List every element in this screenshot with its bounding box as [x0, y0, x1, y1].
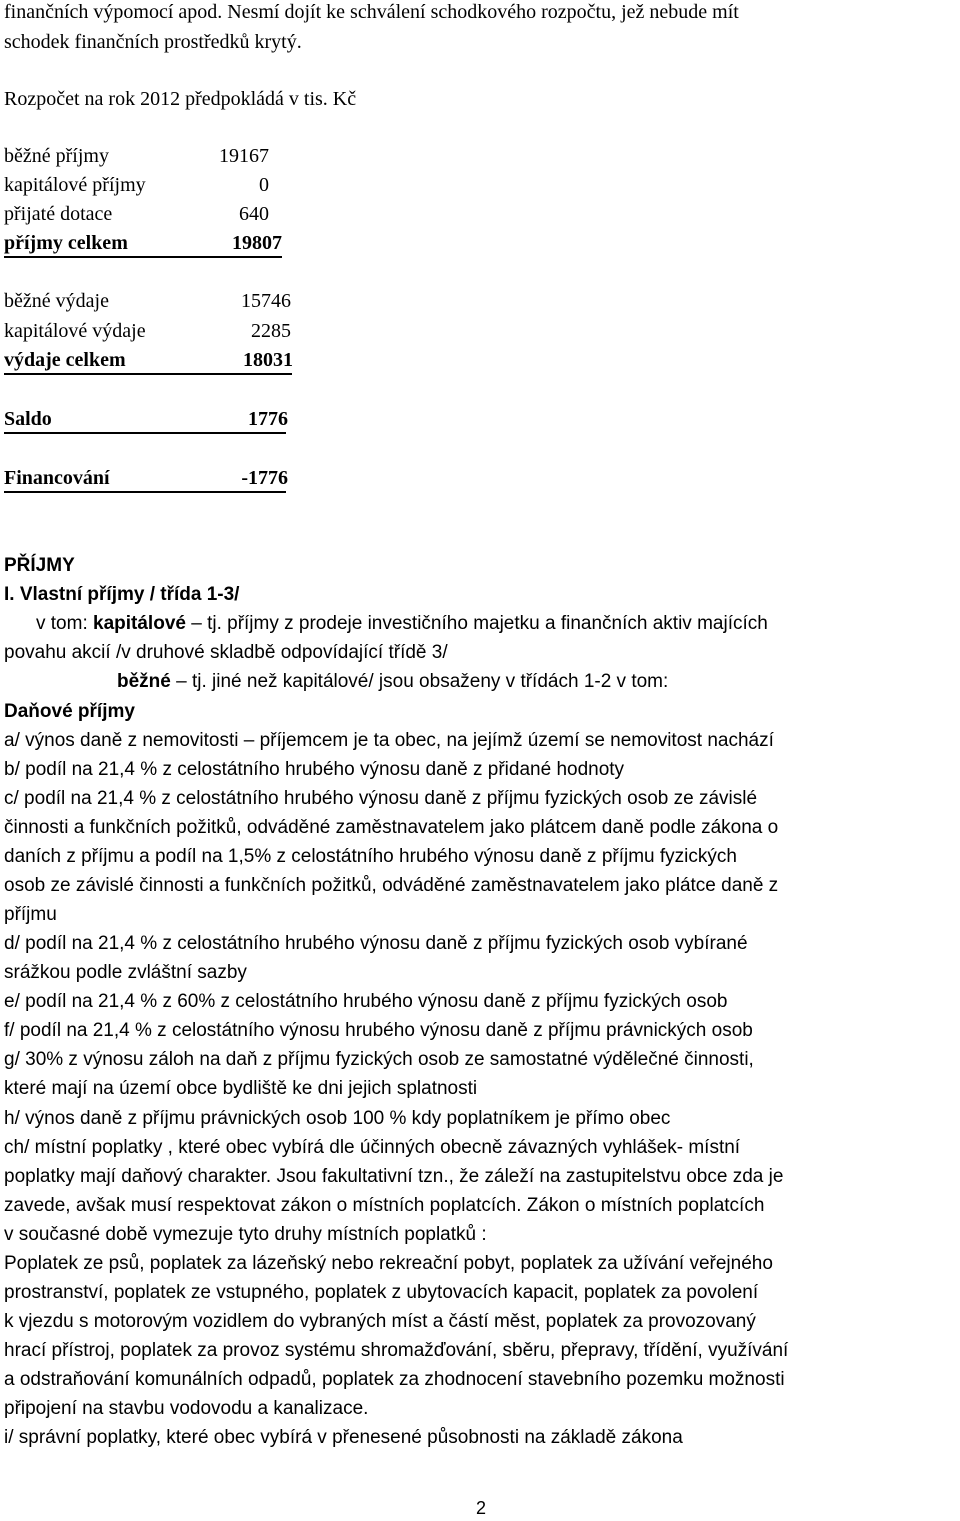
budget-label: běžné příjmy: [4, 145, 109, 167]
financing-underline: [4, 491, 286, 493]
budget-value: 2285: [251, 320, 291, 342]
current-term: běžné: [117, 671, 171, 692]
tax-income-line: srážkou podle zvláštní sazby: [4, 962, 247, 983]
tax-income-line: b/ podíl na 21,4 % z celostátního hrubého výnosu daně z přidané hodnoty: [4, 759, 625, 780]
tax-income-line: c/ podíl na 21,4 % z celostátního hrubého výnosu daně z příjmu fyzických osob ze závislé: [4, 788, 758, 809]
income-total-underline: [4, 256, 282, 258]
tax-income-line: a odstraňování komunálních odpadů, poplatek za zhodnocení stavebního pozemku možnosti: [4, 1369, 785, 1390]
tax-income-line: h/ výnos daně z příjmu právnických osob 100 % kdy poplatníkem je přímo obec: [4, 1108, 671, 1129]
capital-term: kapitálové: [93, 613, 186, 634]
budget-value: -1776: [241, 467, 288, 489]
tax-income-line: které mají na území obce bydliště ke dni jejich splatnosti: [4, 1078, 478, 1099]
tax-income-line: Poplatek ze psů, poplatek za lázeňský nebo rekreační pobyt, poplatek za užívání veřejného: [4, 1253, 773, 1274]
budget-label: příjmy celkem: [4, 232, 128, 254]
capital-income-line: [36, 612, 768, 636]
intro-line-1: finančních výpomocí apod. Nesmí dojít ke schválení schodkového rozpočtu, jež nebude mít: [4, 1, 739, 23]
page-number: 2: [476, 1498, 487, 1518]
section-subheading: I. Vlastní příjmy / třída 1-3/: [4, 584, 240, 605]
tax-income-line: d/ podíl na 21,4 % z celostátního hrubého výnosu daně z příjmu fyzických osob vybírané: [4, 933, 748, 954]
tax-income-line: f/ podíl na 21,4 % z celostátního výnosu hrubého výnosu daně z příjmu právnických osob: [4, 1020, 753, 1041]
budget-value: 19167: [219, 145, 269, 167]
budget-label: výdaje celkem: [4, 349, 126, 371]
budget-label: Financování: [4, 467, 110, 489]
budget-value: 0: [259, 174, 269, 196]
tax-income-line: a/ výnos daně z nemovitosti – příjemcem je ta obec, na jejímž území se nemovitost nachází: [4, 730, 774, 751]
tax-income-line: připojení na stavbu vodovodu a kanalizace.: [4, 1398, 369, 1419]
tax-income-line: činnosti a funkčních požitků, odváděné zaměstnavatelem jako plátcem daně podle zákona o: [4, 817, 779, 838]
budget-value: 1776: [248, 408, 288, 430]
section-heading: PŘÍJMY: [4, 555, 75, 576]
budget-value: 19807: [232, 232, 282, 254]
budget-value: 15746: [241, 290, 291, 312]
intro-line-3: Rozpočet na rok 2012 předpokládá v tis. Kč: [4, 88, 357, 110]
budget-label: kapitálové výdaje: [4, 320, 146, 342]
current-income-line: [117, 670, 668, 694]
capital-description: – tj. příjmy z prodeje investičního majetku a finančních aktiv majících: [185, 613, 768, 634]
saldo-underline: [4, 432, 286, 434]
capital-prefix: v tom:: [36, 613, 94, 634]
tax-income-line: i/ správní poplatky, které obec vybírá v přenesené působnosti na základě zákona: [4, 1427, 683, 1448]
tax-income-line: hrací přístroj, poplatek za provoz systému shromažďování, sběru, přepravy, třídění, využívání: [4, 1340, 789, 1361]
tax-income-line: příjmu: [4, 904, 57, 925]
tax-income-line: daních z příjmu a podíl na 1,5% z celostátního hrubého výnosu daně z příjmu fyzických: [4, 846, 737, 867]
budget-value: 640: [239, 203, 269, 225]
tax-income-line: zavede, avšak musí respektovat zákon o místních poplatcích. Zákon o místních poplatcích: [4, 1195, 765, 1216]
tax-income-line: osob ze závislé činnosti a funkčních požitků, odváděné zaměstnavatelem jako plátce daně z: [4, 875, 779, 896]
budget-label: Saldo: [4, 408, 52, 430]
tax-income-line: ch/ místní poplatky , které obec vybírá dle účinných obecně závazných vyhlášek- místní: [4, 1137, 741, 1158]
tax-income-heading: Daňové příjmy: [4, 701, 135, 722]
tax-income-line: e/ podíl na 21,4 % z 60% z celostátního hrubého výnosu daně z příjmu fyzických osob: [4, 991, 728, 1012]
tax-income-line: v současné době vymezuje tyto druhy místních poplatků :: [4, 1224, 487, 1245]
tax-income-line: g/ 30% z výnosu záloh na daň z příjmu fyzických osob ze samostatné výdělečné činnosti,: [4, 1049, 754, 1070]
budget-label: běžné výdaje: [4, 290, 109, 312]
tax-income-line: poplatky mají daňový charakter. Jsou fakultativní tzn., že záleží na zastupitelstvu obce zda je: [4, 1166, 784, 1187]
budget-label: přijaté dotace: [4, 203, 113, 225]
expenses-total-underline: [4, 373, 292, 375]
intro-line-2: schodek finančních prostředků krytý.: [4, 31, 302, 53]
budget-value: 18031: [243, 349, 293, 371]
budget-label: kapitálové příjmy: [4, 174, 146, 196]
current-description: – tj. jiné než kapitálové/ jsou obsaženy v třídách 1-2 v tom:: [170, 671, 669, 692]
tax-income-line: prostranství, poplatek ze vstupného, poplatek z ubytovacích kapacit, poplatek za povolení: [4, 1282, 759, 1303]
capital-income-line-2: povahu akcií /v druhové skladbě odpovídající třídě 3/: [4, 642, 448, 663]
tax-income-line: k vjezdu s motorovým vozidlem do vybraných míst a částí měst, poplatek za provozovaný: [4, 1311, 756, 1332]
